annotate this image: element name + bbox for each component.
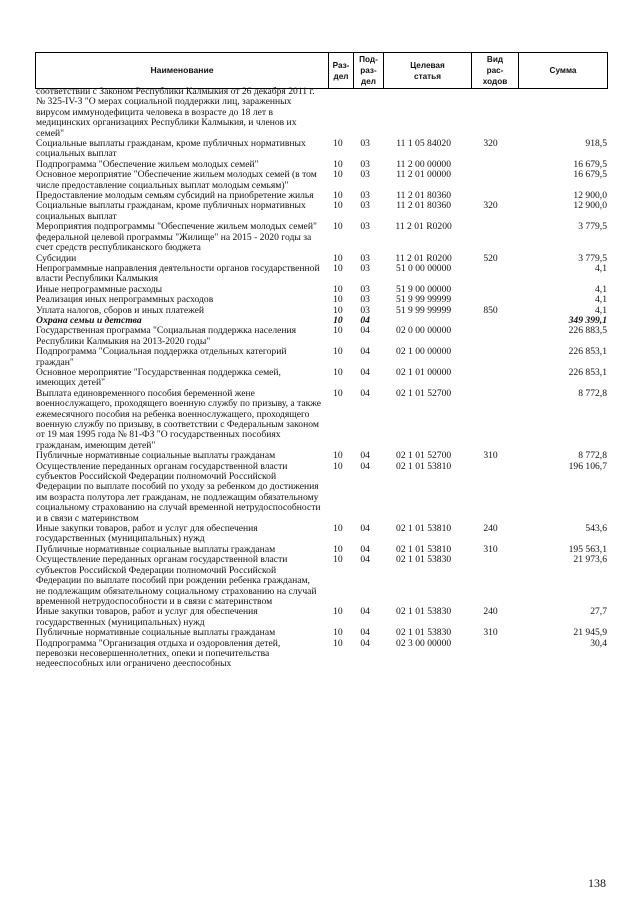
- row-sum: 4,1: [595, 294, 607, 306]
- header-target: Целевая статья: [384, 53, 472, 89]
- row-podrazdel: [350, 87, 380, 139]
- row-razdel: 10: [333, 200, 343, 212]
- row-vid: 310: [483, 543, 498, 555]
- row-razdel: 10: [333, 314, 343, 326]
- row-name: Иные закупки товаров, работ и услуг для обеспечения государственных (муниципальных) нужд: [36, 523, 258, 545]
- header-vid: Вид рас- ходов: [472, 53, 519, 89]
- row-vid: [467, 639, 514, 670]
- row-target: 51 9 00 00000: [396, 283, 452, 295]
- row-razdel: 10: [333, 262, 343, 274]
- row-razdel: 10: [333, 366, 343, 378]
- row-podrazdel: 03: [360, 262, 370, 274]
- row-sum: 196 106,7: [568, 460, 607, 472]
- row-razdel: 10: [333, 543, 343, 555]
- header-podrazdel: Под- раз- дел: [354, 53, 384, 89]
- table-header: [35, 52, 608, 89]
- row-target: 02 1 01 53830: [396, 627, 452, 639]
- row-podrazdel: 04: [360, 606, 370, 618]
- row-podrazdel: 04: [360, 346, 370, 358]
- row-vid: [467, 347, 514, 368]
- row-vid: [467, 295, 514, 305]
- table-row: [35, 264, 607, 285]
- row-name: соответствии с Законом Республики Калмыкия от 26 декабря 2011 г. № 325-IV-З "О мерах социальной поддержки лиц, зараженных вирусом иммунодефицита человека в возрасте до 18 лет в медицинских организациях Республики Калмыкия, и членов их семей": [36, 86, 315, 139]
- row-target: 11 2 01 R0200: [395, 221, 452, 233]
- row-sum: 226 853,1: [568, 346, 607, 358]
- row-name: Публичные нормативные социальные выплаты гражданам: [36, 627, 276, 639]
- row-razdel: 10: [333, 158, 343, 170]
- table-row: [35, 389, 607, 451]
- row-vid: [467, 555, 514, 607]
- row-razdel: 10: [333, 627, 343, 639]
- row-sum: 21 945,9: [573, 627, 607, 639]
- row-name: Выплата единовременного пособия беременной жене военнослужащего, проходящего военную службу по призыву, а также ежемесячного пособия на ребенка военнослужащего, проходящего военную службу по призыву, в соответствии с Федеральным законом от 19 мая 1995 года № 81-ФЗ "О государственных пособиях гражданам, имеющим детей": [36, 387, 322, 451]
- row-vid: [467, 326, 514, 347]
- row-target: 02 3 00 00000: [396, 637, 452, 649]
- row-vid: [467, 264, 514, 285]
- row-razdel: 10: [333, 138, 343, 150]
- row-razdel: 10: [333, 523, 343, 535]
- row-vid: 850: [483, 304, 498, 316]
- table-row: [35, 524, 607, 545]
- row-razdel: 10: [333, 554, 343, 566]
- row-vid: [467, 316, 514, 326]
- row-podrazdel: 03: [360, 294, 370, 306]
- row-razdel: 10: [333, 325, 343, 337]
- row-vid: [467, 389, 514, 451]
- row-sum: 4,1: [595, 304, 607, 316]
- row-target: 02 1 01 53810: [396, 523, 452, 535]
- row-target: 11 2 01 R0200: [395, 252, 452, 264]
- row-name: Социальные выплаты гражданам, кроме публичных нормативных социальных выплат: [36, 200, 306, 222]
- row-target: 02 1 00 00000: [396, 346, 452, 358]
- row-sum: 16 679,5: [573, 169, 607, 181]
- row-vid: [467, 170, 514, 191]
- row-podrazdel: 04: [360, 637, 370, 649]
- row-podrazdel: 04: [360, 387, 370, 399]
- row-target: 11 2 01 00000: [396, 169, 452, 181]
- table-row: [35, 555, 607, 607]
- row-podrazdel: 03: [360, 200, 370, 212]
- row-sum: 4,1: [595, 262, 607, 274]
- row-sum: 543,6: [585, 523, 607, 535]
- row-sum: 226 883,5: [568, 325, 607, 337]
- row-razdel: 10: [333, 450, 343, 462]
- row-podrazdel: 03: [360, 138, 370, 150]
- row-name: Подпрограмма "Организация отдыха и оздоровления детей, перевозки несовершеннолетних, опеки и попечительства недееспособных или ограничено дееспособных: [36, 637, 281, 670]
- row-name: Реализация иных непрограммных расходов: [36, 294, 214, 306]
- header-sum: Сумма: [519, 53, 608, 89]
- row-name: Осуществление переданных органам государственной власти субъектов Российской Федерации полномочий Российской Федерации по выплате пособий по уходу за ребенком до достижения им возраста полутора лет гражданам, не подлежащим обязательному социальному страхованию на случай временной нетрудоспособности и в связи с материнством: [36, 460, 321, 524]
- row-name: Непрограммные направления деятельности органов государственной власти Республики Калмыкия: [36, 262, 320, 285]
- header-razdel: Раз- дел: [329, 53, 354, 89]
- row-target: 51 9 99 99999: [396, 294, 452, 306]
- row-vid: 240: [483, 606, 498, 618]
- row-sum: 21 973,6: [573, 554, 607, 566]
- row-name: Иные непрограммные расходы: [36, 283, 163, 295]
- row-sum: 12 900,0: [573, 200, 607, 212]
- row-sum: 12 900,0: [573, 190, 607, 202]
- row-podrazdel: 04: [360, 627, 370, 639]
- row-razdel: 10: [333, 460, 343, 472]
- row-name: Подпрограмма "Социальная поддержка отдельных категорий граждан": [36, 346, 287, 368]
- row-vid: [467, 160, 514, 170]
- row-name: Осуществление переданных органам государственной власти субъектов Российской Федерации полномочий Российской Федерации по выплате пособий при рождении ребенка гражданам, не подлежащим обязательному социальному страхованию на случай временной нетрудоспособности и в связи с материнством: [36, 554, 317, 607]
- row-vid: 520: [483, 252, 498, 264]
- row-razdel: 10: [333, 169, 343, 181]
- row-target: 51 9 99 99999: [396, 304, 452, 316]
- row-sum: 226 853,1: [568, 366, 607, 378]
- row-name: Государственная программа "Социальная поддержка населения Республики Калмыкия на 2013-2020 годы": [36, 325, 297, 347]
- row-target: 02 1 01 53830: [396, 554, 452, 566]
- row-target: 11 2 01 80360: [396, 190, 452, 202]
- row-name: Публичные нормативные социальные выплаты гражданам: [36, 450, 276, 462]
- row-sum: 8 772,8: [578, 450, 607, 462]
- row-podrazdel: 03: [360, 190, 370, 202]
- row-target: 51 0 00 00000: [396, 262, 452, 274]
- row-target: 02 1 01 00000: [396, 366, 452, 378]
- row-podrazdel: 03: [360, 252, 370, 264]
- row-podrazdel: 04: [360, 366, 370, 378]
- row-podrazdel: 03: [360, 221, 370, 233]
- row-target: 02 1 01 53810: [396, 543, 452, 555]
- row-name: Субсидии: [36, 252, 77, 264]
- table-row: [35, 347, 607, 368]
- table-row: [35, 628, 607, 638]
- row-name: Уплата налогов, сборов и иных платежей: [36, 304, 205, 316]
- row-name: Социальные выплаты гражданам, кроме публичных нормативных социальных выплат: [36, 138, 306, 160]
- row-target: [380, 87, 467, 139]
- row-target: 02 1 01 53830: [396, 606, 452, 618]
- row-podrazdel: 04: [360, 554, 370, 566]
- row-name: Основное мероприятие "Обеспечение жильем молодых семей (в том числе предоставление социальных выплат молодым семьям)": [36, 169, 317, 191]
- row-podrazdel: 03: [360, 169, 370, 181]
- row-sum: 16 679,5: [573, 158, 607, 170]
- row-sum: 918,5: [585, 138, 607, 150]
- row-sum: [514, 87, 607, 139]
- row-sum: 3 779,5: [578, 221, 607, 233]
- row-razdel: 10: [333, 190, 343, 202]
- row-sum: 30,4: [590, 637, 607, 649]
- table-row: [35, 201, 607, 222]
- page-number: 138: [588, 876, 606, 890]
- row-name: Предоставление молодым семьям субсидий на приобретение жилья: [36, 190, 314, 202]
- row-podrazdel: 04: [360, 523, 370, 535]
- row-vid: 320: [483, 138, 498, 150]
- row-sum: 349 399,1: [568, 314, 607, 326]
- row-razdel: 10: [333, 294, 343, 306]
- row-sum: 195 563,1: [568, 543, 607, 555]
- row-podrazdel: 04: [360, 460, 370, 472]
- row-vid: 310: [483, 627, 498, 639]
- row-vid: [467, 87, 514, 139]
- row-name: Подпрограмма "Обеспечение жильем молодых семей": [36, 158, 259, 170]
- row-podrazdel: 04: [360, 314, 370, 326]
- row-vid: 310: [483, 450, 498, 462]
- table-row: [35, 139, 607, 160]
- row-vid: 240: [483, 523, 498, 535]
- row-razdel: 10: [333, 637, 343, 649]
- table-row: [35, 462, 607, 524]
- row-sum: 27,7: [590, 606, 607, 618]
- row-sum: 3 779,5: [578, 252, 607, 264]
- table-row: [35, 639, 607, 670]
- row-podrazdel: 03: [360, 283, 370, 295]
- row-podrazdel: 03: [360, 304, 370, 316]
- row-target: 11 2 01 80360: [396, 200, 452, 212]
- row-sum: 4,1: [595, 283, 607, 295]
- row-vid: 320: [483, 200, 498, 212]
- table-body: [35, 87, 607, 670]
- row-podrazdel: 04: [360, 325, 370, 337]
- row-target: 02 1 01 53810: [396, 460, 452, 472]
- row-target: 11 1 05 84020: [396, 138, 452, 150]
- row-name: Иные закупки товаров, работ и услуг для обеспечения государственных (муниципальных) нужд: [36, 606, 258, 628]
- table-row: [35, 368, 607, 389]
- row-target: 02 1 01 52700: [396, 387, 452, 399]
- row-razdel: 10: [333, 283, 343, 295]
- table-row: [35, 295, 607, 305]
- row-target: 02 1 01 52700: [396, 450, 452, 462]
- row-vid: [467, 368, 514, 389]
- row-podrazdel: 03: [360, 158, 370, 170]
- row-podrazdel: 04: [360, 543, 370, 555]
- row-target: 11 2 00 00000: [396, 158, 452, 170]
- row-name: Мероприятия подпрограммы "Обеспечение жильем молодых семей" федеральной целевой программы "Жилище" на 2015 - 2020 годы за счет средств республиканского бюджета: [36, 221, 317, 254]
- row-razdel: 10: [333, 252, 343, 264]
- row-podrazdel: 04: [360, 450, 370, 462]
- table-row: [35, 170, 607, 191]
- row-razdel: 10: [333, 346, 343, 358]
- row-sum: 8 772,8: [578, 387, 607, 399]
- row-target: 02 0 00 00000: [396, 325, 452, 337]
- row-vid: [467, 462, 514, 524]
- row-razdel: 10: [333, 606, 343, 618]
- table-row: [35, 607, 607, 628]
- header-name: Наименование: [36, 53, 329, 89]
- row-razdel: 10: [333, 304, 343, 316]
- row-name: Публичные нормативные социальные выплаты гражданам: [36, 543, 276, 555]
- table-row: [35, 222, 607, 253]
- row-name: Охрана семьи и детства: [36, 314, 142, 326]
- row-vid: [467, 285, 514, 295]
- row-razdel: 10: [333, 221, 343, 233]
- row-razdel: 10: [333, 387, 343, 399]
- row-razdel: [325, 87, 350, 139]
- row-vid: [467, 222, 514, 253]
- table-row: [35, 326, 607, 347]
- table-row: [35, 87, 607, 139]
- row-name: Основное мероприятие "Государственная поддержка семей, имеющих детей": [36, 366, 281, 389]
